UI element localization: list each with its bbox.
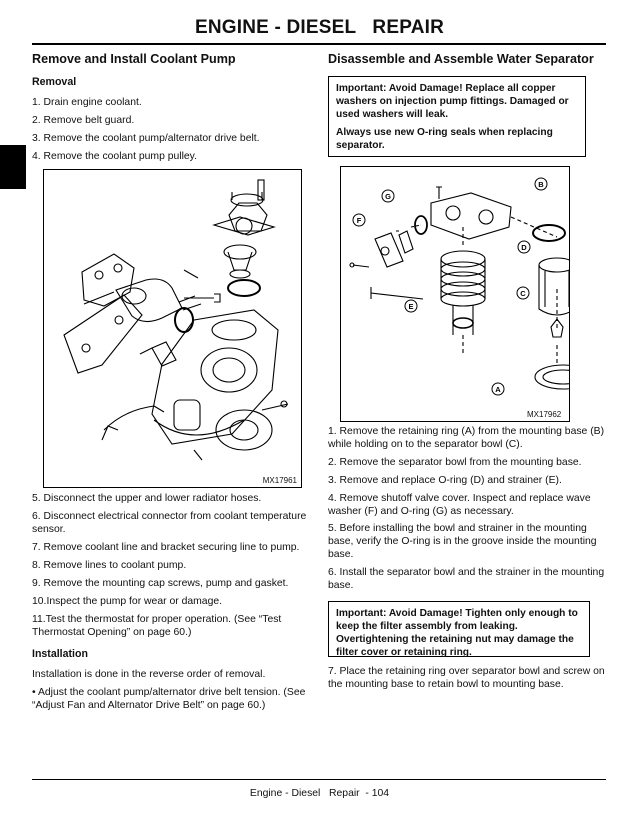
separator-step-5: 5. Before installing the bowl and strainer in the mounting base, verify the O-ring is in the groove inside the mounting base. xyxy=(328,523,597,561)
removal-step-11: 11.Test the thermostat for proper operation. (See “Test Thermostat Opening” on page 60.) xyxy=(32,614,282,639)
section-tab xyxy=(0,145,26,189)
separator-step-7: 7. Place the retaining ring over separator bowl and screw on the mounting base to retain bowl to mounting base. xyxy=(328,666,605,691)
separator-step-1: 1. Remove the retaining ring (A) from the mounting base (B) while holding on to the separator bowl (C). xyxy=(328,426,605,451)
installation-bullet: • Adjust the coolant pump/alternator drive belt tension. (See “Adjust Fan and Alternator Drive Belt” on page 60.) xyxy=(32,687,306,712)
page-title: ENGINE - DIESEL REPAIR xyxy=(194,17,445,38)
separator-step-6: 6. Install the separator bowl and the strainer in the mounting base. xyxy=(328,567,605,592)
figure-label: MX17961 xyxy=(262,476,297,485)
removal-step-4: 4. Remove the coolant pump pulley. xyxy=(32,151,197,162)
callout-c-text: C xyxy=(520,289,526,298)
coolant-pump-illustration xyxy=(44,170,301,487)
removal-step-5: 5. Disconnect the upper and lower radiator hoses. xyxy=(32,493,262,504)
header-rule xyxy=(32,43,606,45)
removal-step-6: 6. Disconnect electrical connector from coolant temperature sensor. xyxy=(32,511,307,536)
removal-step-1: 1. Drain engine coolant. xyxy=(32,97,142,108)
separator-step-4: 4. Remove shutoff valve cover. Inspect and replace wave washer (F) and O-ring (G) as necessary. xyxy=(328,493,591,518)
water-separator-figure xyxy=(340,166,570,422)
callout-f-text: F xyxy=(356,216,362,225)
removal-step-8: 8. Remove lines to coolant pump. xyxy=(32,560,187,571)
left-section-title: Remove and Install Coolant Pump xyxy=(32,52,236,66)
important-notice-2: Important: Avoid Damage! Tighten only enough to keep the filter assembly from leaking. Overtightening the retaining nut may damage the filter cover or retaining ring. xyxy=(328,601,590,657)
removal-step-3: 3. Remove the coolant pump/alternator drive belt. xyxy=(32,133,260,144)
installation-text: Installation is done in the reverse order of removal. xyxy=(32,669,266,680)
callout-a-text: A xyxy=(495,385,501,394)
important-notice-1 xyxy=(328,76,586,157)
right-section-title: Disassemble and Assemble Water Separator xyxy=(328,52,594,66)
callout-b-text: B xyxy=(538,180,544,189)
removal-step-9: 9. Remove the mounting cap screws, pump and gasket. xyxy=(32,578,289,589)
separator-step-2: 2. Remove the separator bowl from the mounting base. xyxy=(328,457,582,468)
callout-e-text: E xyxy=(408,302,414,311)
important-notice-1-line-2: Always use new O-ring seals when replacing separator. xyxy=(336,127,553,151)
removal-step-2: 2. Remove belt guard. xyxy=(32,115,135,126)
footer-rule xyxy=(32,779,606,780)
separator-step-3: 3. Remove and replace O-ring (D) and strainer (E). xyxy=(328,475,562,486)
callout-d-text: D xyxy=(521,243,527,252)
important-notice-1-line-1: Important: Avoid Damage! Replace all copper washers on injection pump fittings. Damaged or used washers will leak. xyxy=(336,83,569,120)
callout-g-text: G xyxy=(385,192,391,201)
removal-heading: Removal xyxy=(32,76,77,88)
coolant-pump-figure xyxy=(43,169,302,488)
page-footer: Engine - Diesel Repair - 104 xyxy=(249,788,390,799)
removal-step-7: 7. Remove coolant line and bracket securing line to pump. xyxy=(32,542,300,553)
water-separator-illustration xyxy=(341,167,569,421)
removal-step-10: 10.Inspect the pump for wear or damage. xyxy=(32,596,223,607)
figure-label-right: MX17962 xyxy=(527,410,562,419)
installation-heading: Installation xyxy=(32,648,88,660)
